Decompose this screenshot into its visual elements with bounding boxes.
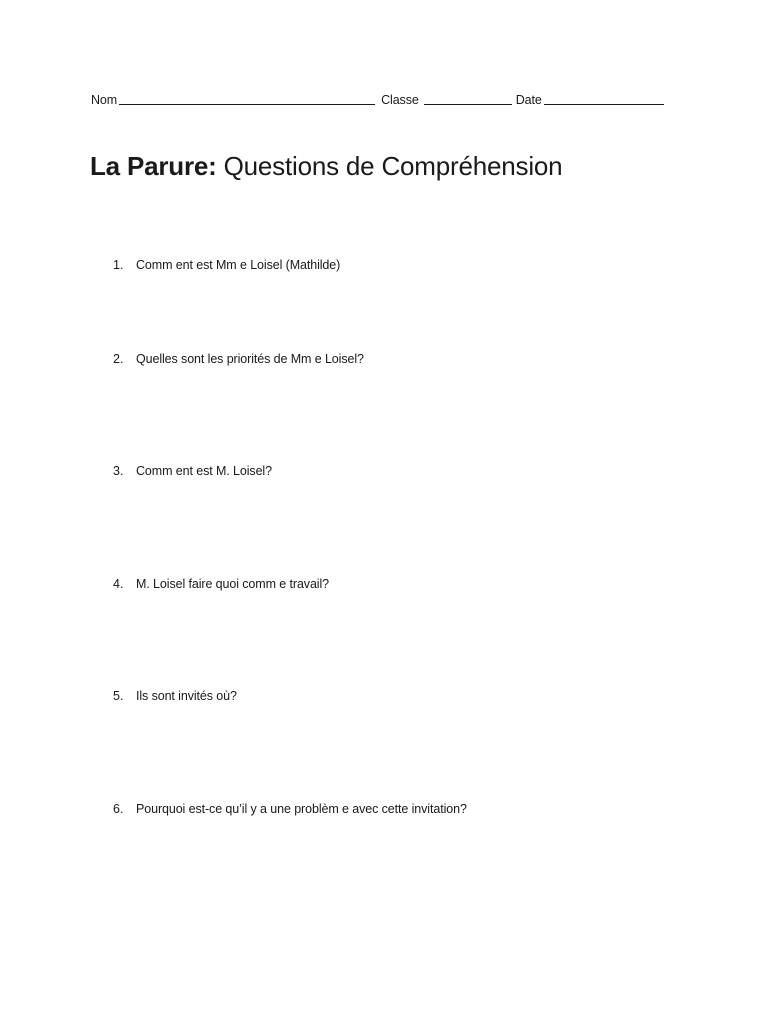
- question-1: [113, 258, 340, 272]
- question-number: 2.: [113, 352, 124, 366]
- question-number: 5.: [113, 689, 124, 703]
- question-3: [113, 464, 272, 478]
- student-info-line: [91, 92, 691, 107]
- nom-blank[interactable]: [119, 92, 375, 105]
- question-number: 3.: [113, 464, 124, 478]
- question-number: 4.: [113, 577, 124, 591]
- question-text: Comm ent est M. Loisel?: [136, 464, 272, 478]
- question-text: Comm ent est Mm e Loisel (Mathilde): [136, 258, 341, 272]
- question-6: [113, 802, 467, 816]
- question-text: Ils sont invités où?: [136, 689, 237, 703]
- question-text: Pourquoi est-ce qu’il y a une problèm e avec cette invitation?: [136, 802, 467, 816]
- date-label: Date: [515, 93, 542, 107]
- question-5: [113, 689, 237, 703]
- question-number: 1.: [113, 258, 124, 272]
- title-subtitle: Questions de Compréhension: [216, 151, 563, 181]
- title-story-name: La Parure:: [90, 151, 217, 181]
- page-title: [90, 151, 562, 182]
- date-blank[interactable]: [544, 92, 664, 105]
- question-4: [113, 577, 329, 591]
- classe-blank[interactable]: [424, 92, 512, 105]
- question-text: M. Loisel faire quoi comm e travail?: [136, 577, 330, 591]
- question-number: 6.: [113, 802, 124, 816]
- nom-label: Nom: [91, 93, 118, 107]
- classe-label: Classe: [381, 93, 419, 107]
- question-text: Quelles sont les priorités de Mm e Loisel?: [136, 352, 364, 366]
- question-2: [113, 352, 364, 366]
